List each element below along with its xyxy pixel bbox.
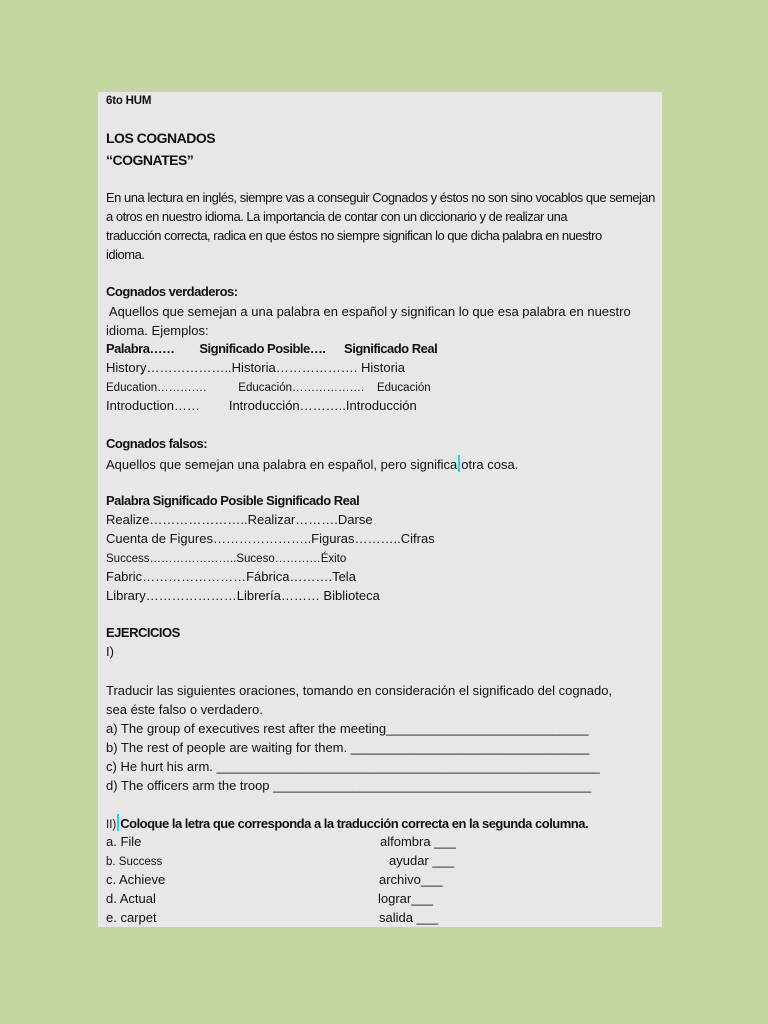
false-cognates-row: Success…………………..Suceso…………Éxito bbox=[106, 553, 347, 565]
instructions-line: Traducir las siguientes oraciones, tomando en consideración el significado del cognado, bbox=[106, 683, 613, 698]
false-cognates-row: Realize…………………..Realizar……….Darse bbox=[106, 512, 373, 527]
part-two-instruction: II) Coloque la letra que corresponda a la traducción correcta en la segunda columna. bbox=[106, 816, 589, 831]
instructions-line: sea éste falso o verdadero. bbox=[106, 702, 263, 717]
match-right-item: alfombra ___ bbox=[380, 834, 456, 849]
match-left-item: e. carpet bbox=[106, 910, 157, 925]
document-subtitle: “COGNATES” bbox=[106, 152, 194, 168]
intro-line: a otros en nuestro idioma. La importancia de contar con un diccionario y de realizar una bbox=[106, 209, 568, 224]
true-cognates-row: Introduction…… Introducción………..Introducción bbox=[106, 398, 417, 413]
exercise-sentence: d) The officers arm the troop ____________________________________________ bbox=[106, 778, 592, 793]
exercise-sentence: c) He hurt his arm. _____________________________________________________ bbox=[106, 759, 600, 774]
false-cognates-row: Library…………………Librería……… Biblioteca bbox=[106, 588, 380, 603]
false-cognates-row: Cuenta de Figures…………………..Figuras………..Cifras bbox=[106, 531, 435, 546]
document-title: LOS COGNADOS bbox=[106, 130, 216, 146]
match-left-item: a. File bbox=[106, 834, 142, 849]
true-cognates-description: idioma. Ejemplos: bbox=[106, 323, 209, 338]
exercise-sentence: a) The group of executives rest after the meeting____________________________ bbox=[106, 721, 589, 736]
exercise-sentence: b) The rest of people are waiting for them. _________________________________ bbox=[106, 740, 590, 755]
intro-line: En una lectura en inglés, siempre vas a conseguir Cognados y éstos no son sino vocablos que semejan bbox=[106, 190, 655, 205]
exercises-heading: EJERCICIOS bbox=[106, 625, 180, 640]
match-left-item: d. Actual bbox=[106, 891, 156, 906]
intro-line: idioma. bbox=[106, 247, 145, 262]
match-left-item: b. Success bbox=[106, 856, 163, 868]
match-right-item: ayudar ___ bbox=[389, 853, 455, 868]
match-right-item: archivo___ bbox=[379, 872, 443, 887]
match-right-item: lograr___ bbox=[378, 891, 433, 906]
false-cognates-row: Fabric……………………Fábrica……….Tela bbox=[106, 569, 356, 584]
text-cursor bbox=[458, 455, 460, 472]
true-cognates-row: History………………..Historia………………. Historia bbox=[106, 360, 406, 375]
text-cursor bbox=[117, 814, 119, 831]
false-cognates-heading: Cognados falsos: bbox=[106, 436, 208, 451]
true-cognates-description: Aquellos que semejan a una palabra en español y significan lo que esa palabra en nuestro bbox=[106, 304, 631, 319]
true-cognates-table-header: Palabra…… Significado Posible…. Significado Real bbox=[106, 341, 438, 356]
match-left-item: c. Achieve bbox=[106, 872, 166, 887]
true-cognates-heading: Cognados verdaderos: bbox=[106, 284, 238, 299]
false-cognates-table-header: Palabra Significado Posible Significado Real bbox=[106, 493, 360, 508]
false-cognates-description: Aquellos que semejan una palabra en español, pero significa otra cosa. bbox=[106, 457, 519, 472]
intro-line: traducción correcta, radica en que éstos no siempre significan lo que dicha palabra en nuestro bbox=[106, 228, 602, 243]
match-right-item: salida ___ bbox=[379, 910, 439, 925]
true-cognates-row: Education…………. Educación………………. Educación bbox=[106, 382, 431, 394]
part-one-label: I) bbox=[106, 644, 114, 659]
grade-label: 6to HUM bbox=[106, 95, 152, 107]
